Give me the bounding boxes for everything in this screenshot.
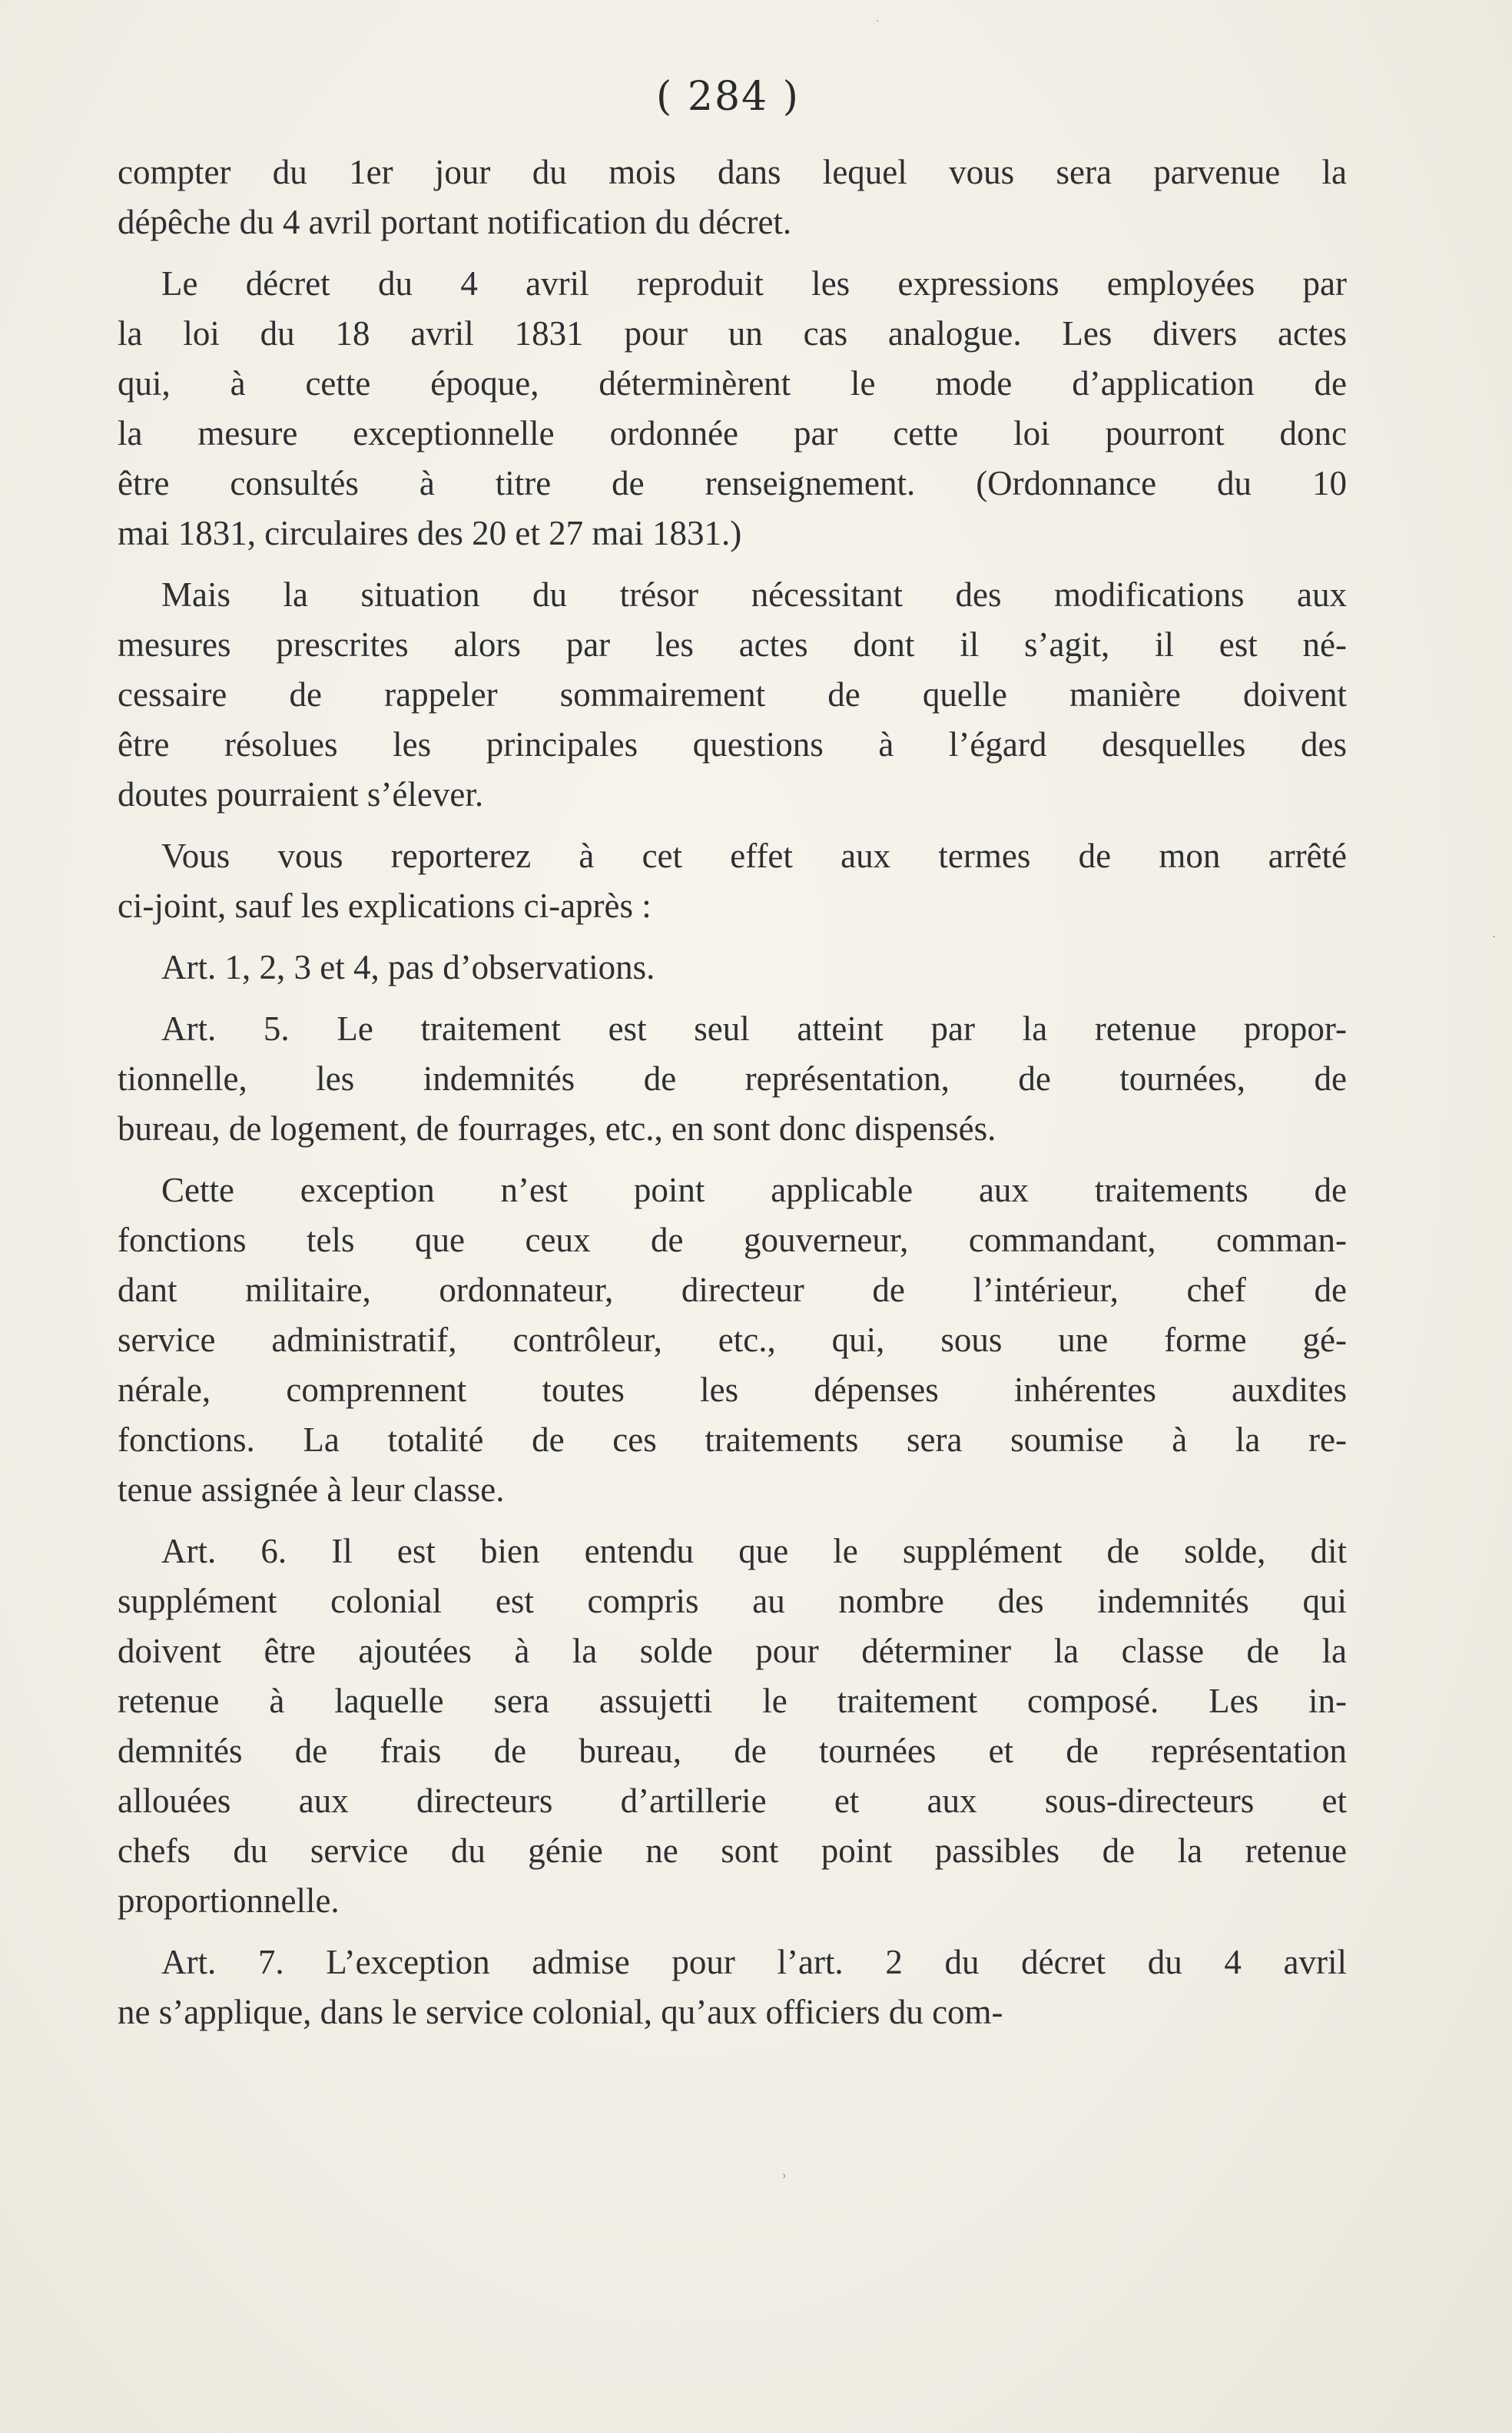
text-line: Mais la situation du trésor nécessitant des modifications aux (161, 575, 1347, 614)
text-line: la mesure exceptionnelle ordonnée par cette loi pourront donc (118, 414, 1347, 452)
paragraph (118, 1004, 1347, 1154)
text-line: Cette exception n’est point applicable aux traitements de (161, 1171, 1347, 1209)
text-line: service administratif, contrôleur, etc., qui, sous une forme gé- (118, 1321, 1347, 1359)
text-line: compter du 1er jour du mois dans lequel vous sera parvenue la (118, 153, 1347, 191)
paragraph (118, 943, 1347, 993)
paragraph (118, 1526, 1347, 1926)
text-line: mai 1831, circulaires des 20 et 27 mai 1831.) (118, 514, 742, 552)
text-line: Art. 6. Il est bien entendu que le supplément de solde, dit (161, 1532, 1347, 1570)
text-line: bureau, de logement, de fourrages, etc., en sont donc dispensés. (118, 1109, 996, 1148)
text-line: ne s’applique, dans le service colonial, qu’aux officiers du com- (118, 1993, 1003, 2031)
paragraph (118, 1937, 1347, 2037)
body-text (118, 148, 1347, 2037)
paper-speck: ˙ (1490, 934, 1497, 950)
text-line: Art. 7. L’exception admise pour l’art. 2 du décret du 4 avril (161, 1943, 1347, 1981)
text-line: doutes pourraient s’élever. (118, 775, 484, 814)
text-line: être résolues les principales questions à l’égard desquelles des (118, 725, 1347, 764)
text-line: la loi du 18 avril 1831 pour un cas analogue. Les divers actes (118, 314, 1347, 353)
text-line: supplément colonial est compris au nombre des indemnités qui (118, 1582, 1347, 1620)
text-line: retenue à laquelle sera assujetti le traitement composé. Les in- (118, 1682, 1347, 1720)
text-line: Le décret du 4 avril reproduit les expressions employées par (161, 264, 1347, 303)
page-number: ( 284 ) (656, 74, 800, 120)
paragraph (118, 831, 1347, 931)
text-line: ci-joint, sauf les explications ci-après : (118, 887, 652, 925)
text-line: proportionnelle. (118, 1881, 340, 1920)
text-line: fonctions. La totalité de ces traitements sera soumise à la re- (118, 1420, 1347, 1459)
text-line: dépêche du 4 avril portant notification du décret. (118, 203, 792, 241)
text-line: nérale, comprennent toutes les dépenses inhérentes auxdites (118, 1371, 1347, 1409)
text-line: Art. 1, 2, 3 et 4, pas d’observations. (161, 948, 655, 986)
text-line: dant militaire, ordonnateur, directeur de l’intérieur, chef de (118, 1271, 1347, 1309)
text-line: fonctions tels que ceux de gouverneur, commandant, comman- (118, 1221, 1347, 1259)
text-line: chefs du service du génie ne sont point passibles de la retenue (118, 1831, 1347, 1870)
paragraph (118, 570, 1347, 820)
paper-speck: · (876, 15, 880, 28)
text-line: allouées aux directeurs d’artillerie et aux sous-directeurs et (118, 1782, 1347, 1820)
paragraph (118, 259, 1347, 559)
text-line: cessaire de rappeler sommairement de quelle manière doivent (118, 675, 1347, 714)
text-line: mesures prescrites alors par les actes dont il s’agit, il est né- (118, 625, 1347, 664)
text-line: demnités de frais de bureau, de tournées et de représentation (118, 1732, 1347, 1770)
paragraph (118, 148, 1347, 247)
paper-speck: ˒ (782, 2168, 788, 2187)
text-line: Art. 5. Le traitement est seul atteint par la retenue propor- (161, 1009, 1347, 1048)
text-line: être consultés à titre de renseignement. (Ordonnance du 10 (118, 464, 1347, 502)
text-line: tionnelle, les indemnités de représentation, de tournées, de (118, 1059, 1347, 1098)
paragraph (118, 1165, 1347, 1515)
text-line: qui, à cette époque, déterminèrent le mode d’application de (118, 364, 1347, 403)
text-line: tenue assignée à leur classe. (118, 1470, 505, 1509)
text-line: doivent être ajoutées à la solde pour déterminer la classe de la (118, 1632, 1347, 1670)
text-line: Vous vous reporterez à cet effet aux termes de mon arrêté (161, 837, 1347, 875)
